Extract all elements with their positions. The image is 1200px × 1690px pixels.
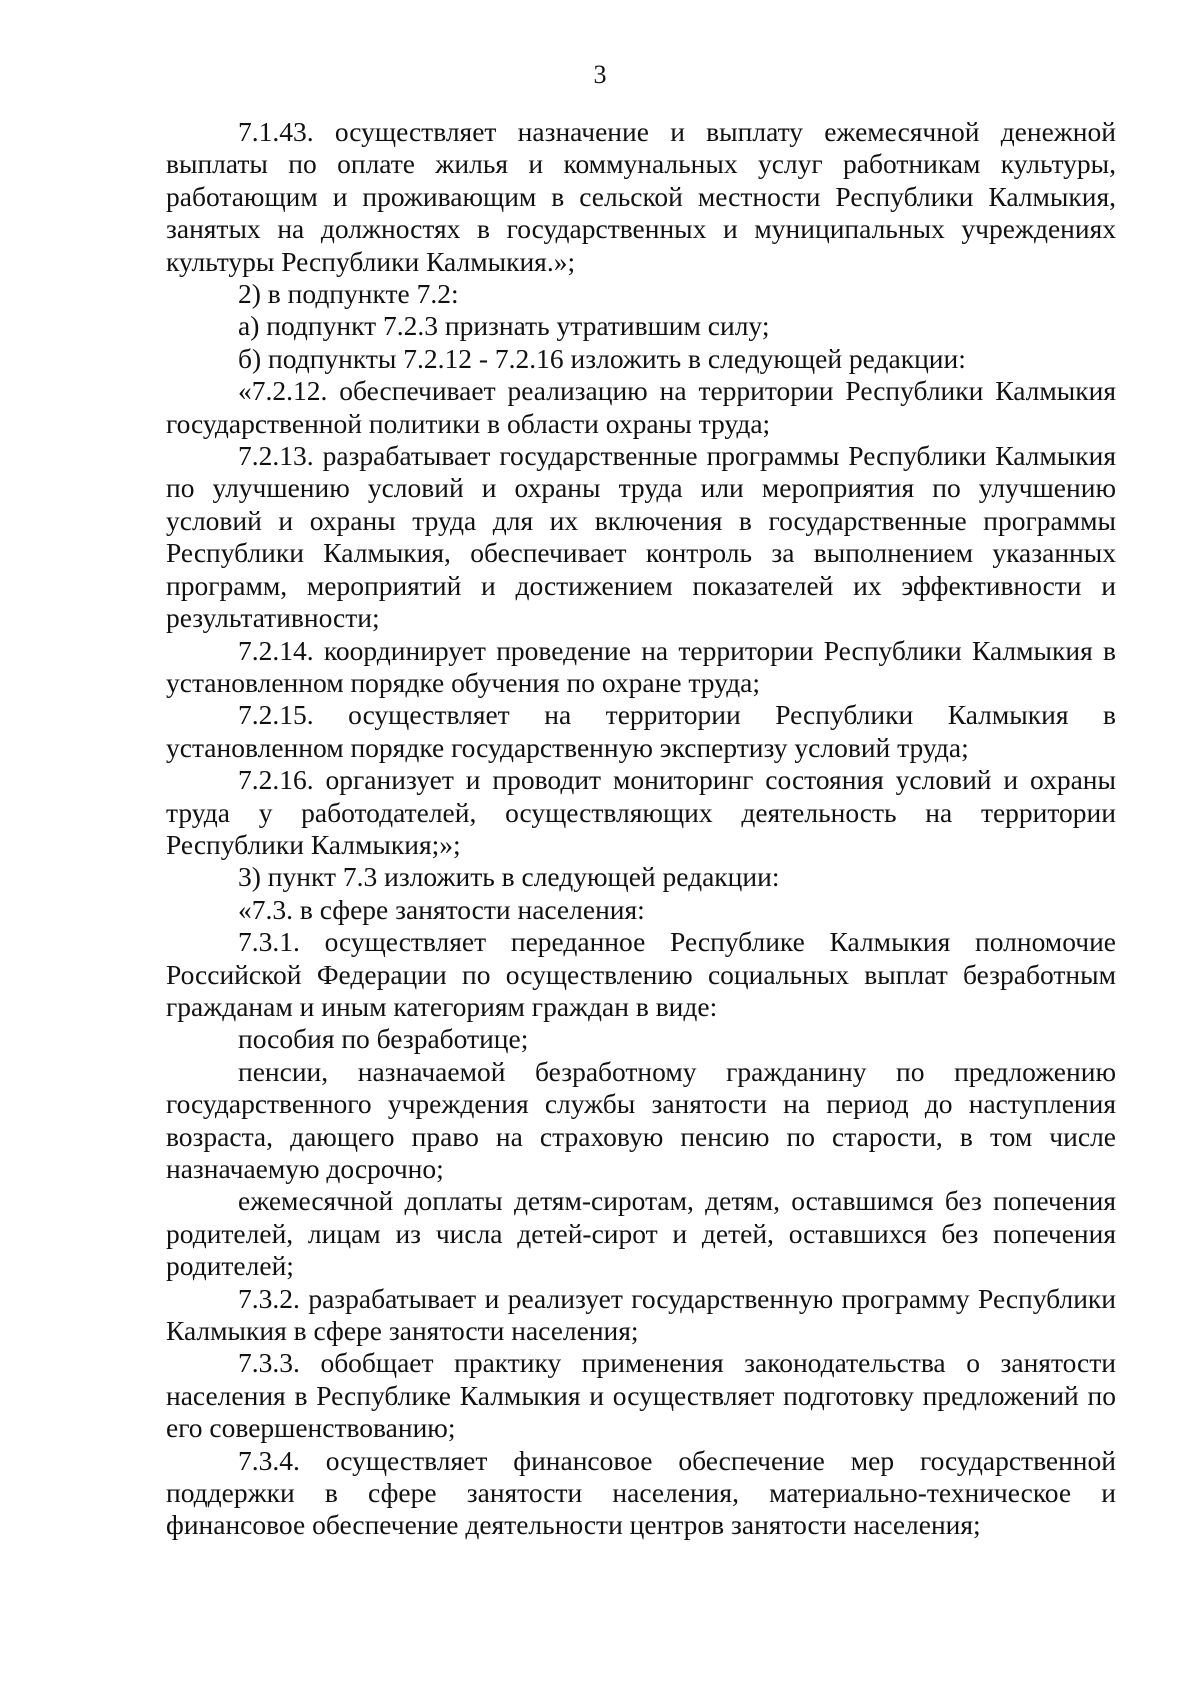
paragraph-pension: пенсии, назначаемой безработному гражданину по предложению государственного учреждения службы занятости на период до наступления возраста, дающего право на страховую пенсию по старости, в том числе назначаемую досрочно; bbox=[166, 1055, 1116, 1184]
paragraph-monthly-supplement: ежемесячной доплаты детям-сиротам, детям, оставшимся без попечения родителей, лицам из числа детей-сирот и детей, оставшихся без попечения родителей; bbox=[166, 1185, 1116, 1282]
paragraph-item-2: 2) в подпункте 7.2: bbox=[238, 278, 459, 310]
paragraph-7-3-1: 7.3.1. осуществляет переданное Республике Калмыкия полномочие Российской Федерации по осуществлению социальных выплат безработным гражданам и иным категориям граждан в виде: bbox=[166, 926, 1116, 1022]
paragraph-7-2-12: «7.2.12. обеспечивает реализацию на территории Республики Калмыкия государственной политики в области охраны труда; bbox=[166, 375, 1116, 439]
page-number: 3 bbox=[593, 60, 607, 89]
document-body bbox=[166, 116, 1116, 1542]
paragraph-7-2-16: 7.2.16. организует и проводит мониторинг состояния условий и охраны труда у работодателей, осуществляющих деятельность на территории Республики Калмыкия;»; bbox=[166, 764, 1116, 860]
paragraph-7-3-2: 7.3.2. разрабатывает и реализует государственную программу Республики Калмыкия в сфере занятости населения; bbox=[166, 1282, 1116, 1347]
paragraph-7-3-4: 7.3.4. осуществляет финансовое обеспечение мер государственной поддержки в сфере занятости населения, материально-техническое и финансовое обеспечение деятельности центров занятости населения; bbox=[166, 1444, 1116, 1541]
paragraph-7-2-14: 7.2.14. координирует проведение на территории Республики Калмыкия в установленном порядке обучения по охране труда; bbox=[166, 634, 1116, 698]
paragraph-7-2-13: 7.2.13. разрабатывает государственные программы Республики Калмыкия по улучшению условий и охраны труда или мероприятия по улучшению условий и охраны труда для их включения в государственные программы Республики Калмыкия, обеспечивает контроль за выполнением указанных программ, мероприятий и достижением показателей их эффективности и результативности; bbox=[166, 440, 1116, 634]
paragraph-7-3-3: 7.3.3. обобщает практику применения законодательства о занятости населения в Республике Калмыкия и осуществляет подготовку предложений по его совершенствованию; bbox=[166, 1347, 1116, 1444]
paragraph-item-3: 3) пункт 7.3 изложить в следующей редакции: bbox=[238, 861, 780, 893]
paragraph-7-1-43: 7.1.43. осуществляет назначение и выплату ежемесячной денежной выплаты по оплате жилья и коммунальных услуг работникам культуры, работающим и проживающим в сельской местности Республики Калмыкия, занятых на должностях в государственных и муниципальных учреждениях культуры Республики Калмыкия.»; bbox=[166, 116, 1116, 277]
paragraph-7-2-15: 7.2.15. осуществляет на территории Республики Калмыкия в установленном порядке государственную экспертизу условий труда; bbox=[166, 699, 1116, 763]
paragraph-7-3: «7.3. в сфере занятости населения: bbox=[238, 893, 645, 925]
paragraph-item-2a: а) подпункт 7.2.3 признать утратившим силу; bbox=[238, 310, 770, 342]
paragraph-item-2b: б) подпункты 7.2.12 - 7.2.16 изложить в следующей редакции: bbox=[238, 342, 966, 374]
paragraph-unemployment-benefit: пособия по безработице; bbox=[238, 1023, 529, 1055]
